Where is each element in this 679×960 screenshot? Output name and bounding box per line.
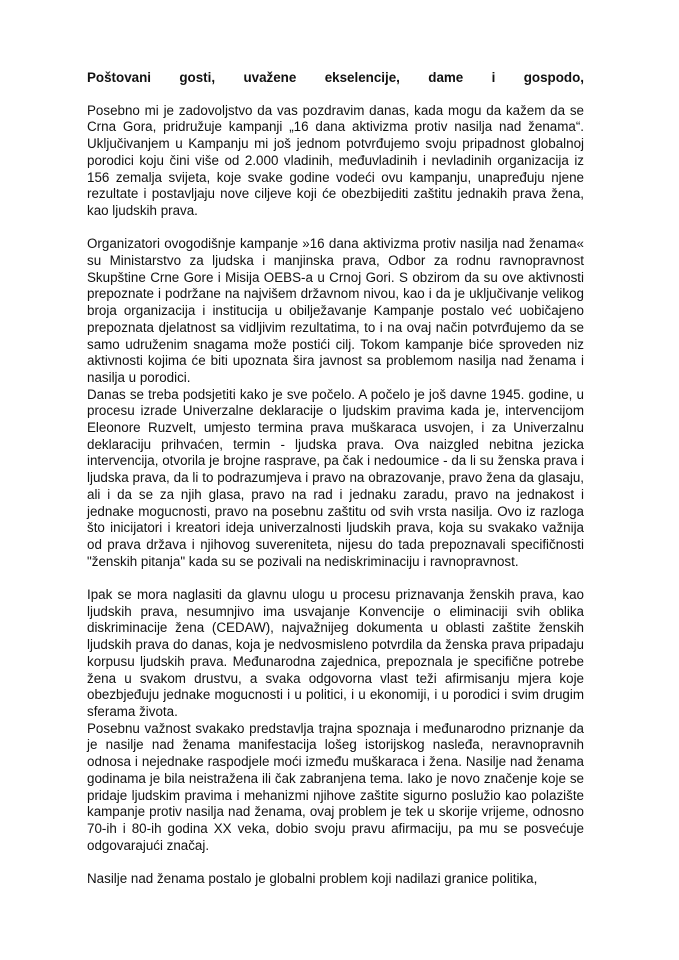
paragraph-cedaw: Ipak se mora naglasiti da glavnu ulogu u procesu priznavanja ženskih prava, kao ljudskih prava, nesumnjivo ima usvajanje Konvencije o eliminaciji svih oblika diskriminacije žena (CEDAW), najvažnijeg dokumenta u oblasti zaštite ženskih ljudskih prava do danas, koja je nedvosmisleno potvrdila da ženska prava pripadaju korpusu ljudskih prava. Međunarodna zajednica, prepoznala je specifične potrebe žena u svakom drustvu, a svaka odgovorna vlast teži afirmisanju mjera koje obezbjeđuju jednake mogucnosti i u politici, i u ekonomiji, i u porodici i svim drugim sferama života. (87, 587, 584, 719)
document-page (87, 70, 584, 888)
paragraph-importance: Posebnu važnost svakako predstavlja trajna spoznaja i međunarodno priznanje da je nasilje nad ženama manifestacija lošeg istorijskog nasleđa, neravnopravnih odnosa i nejednake raspodjele moći između muškaraca i žena. Nasilje nad ženama godinama je bila neistražena ili čak zabranjena tema. Iako je novo značenje koje se pridaje ljudskim pravima i mehanizmi njihove zaštite sigurno poslužio kao polazište kampanje protiv nasilja nad ženama, ovaj problem je tek u skorije vrijeme, odnosno 70-ih i 80-ih godina XX veka, dobio svoju pravu afirmaciju, pa mu se posvećuje odgovarajući značaj. (87, 720, 584, 853)
paragraph-organizers: Organizatori ovogodišnje kampanje »16 dana aktivizma protiv nasilja nad ženama« su Ministarstvo za ljudska i manjinska prava, Odbor za rodnu ravnopravnost Skupštine Crne Gore i Misija OEBS-a u Crnoj Gori. S obzirom da su ove aktivnosti prepoznate i podržane na najvišem državnom nivou, kao i da je uključivanje velikog broja organizacija i institucija u obilježavanje Kampanje postalo već uobičajeno prepoznata djelatnost sa vidljivim rezultatima, to i na ovaj način potvrđujemo da se samo udruženim snagama može postići cilj. Tokom kampanje biće sproveden niz aktivnosti kojima će biti upoznata šira javnost sa problemom nasilja nad ženama i nasilja u porodici. (87, 236, 584, 385)
paragraph-history: Danas se treba podsjetiti kako je sve počelo. A počelo je još davne 1945. godine, u procesu izrade Univerzalne deklaracije o ljudskim pravima kada je, intervencijom Eleonore Ruzvelt, umjesto termina prava muškaraca usvojen, i za Univerzalnu deklaraciju prihvaćen, termin - ljudska prava. Ova naizgled nebitna jezicka intervencija, otvorila je brojne rasprave, pa čak i nedoumice - da li su ženska prava i ljudska prava, da li to podrazumjeva i pravo na obrazovanje, pravo žena da glasaju, ali i da se za njih glasa, pravo na rad i jednaku zaradu, pravo na jednakost i jednake mogucnosti, pravo na posebnu zaštitu od svih vrsta nasilja. Ovo iz razloga što inicijatori i kreatori ideja univerzalnosti ljudskih prava, koja su svakako važnija od prava država i njihovog suvereniteta, nijesu do tada prepoznavali specifičnosti "ženskih pitanja" kada su se pozivali na nediskriminaciju i ravnopravnost. (87, 386, 584, 569)
paragraph-intro: Posebno mi je zadovoljstvo da vas pozdravim danas, kada mogu da kažem da se Crna Gora, pridružuje kampanji „16 dana aktivizma protiv nasilja nad ženama“. Uključivanjem u Kampanju mi još jednom potvrđujemo svoju pripadnost globalnoj porodici koju čini više od 2.000 vladinih, međuvladinih i nevladinih organizacija iz 156 zemalja svijeta, koje svake godine vodeći ovu kampanju, unapređuju njene rezultate i postavljaju nove ciljeve koji će obezbijediti zaštitu jednakih prava žena, kao ljudskih prava. (87, 102, 584, 218)
salutation: Poštovani gosti, uvažene ekselencije, dame i gospodo, (87, 70, 584, 85)
paragraph-global-problem: Nasilje nad ženama postalo je globalni problem koji nadilazi granice politika, (87, 871, 538, 886)
